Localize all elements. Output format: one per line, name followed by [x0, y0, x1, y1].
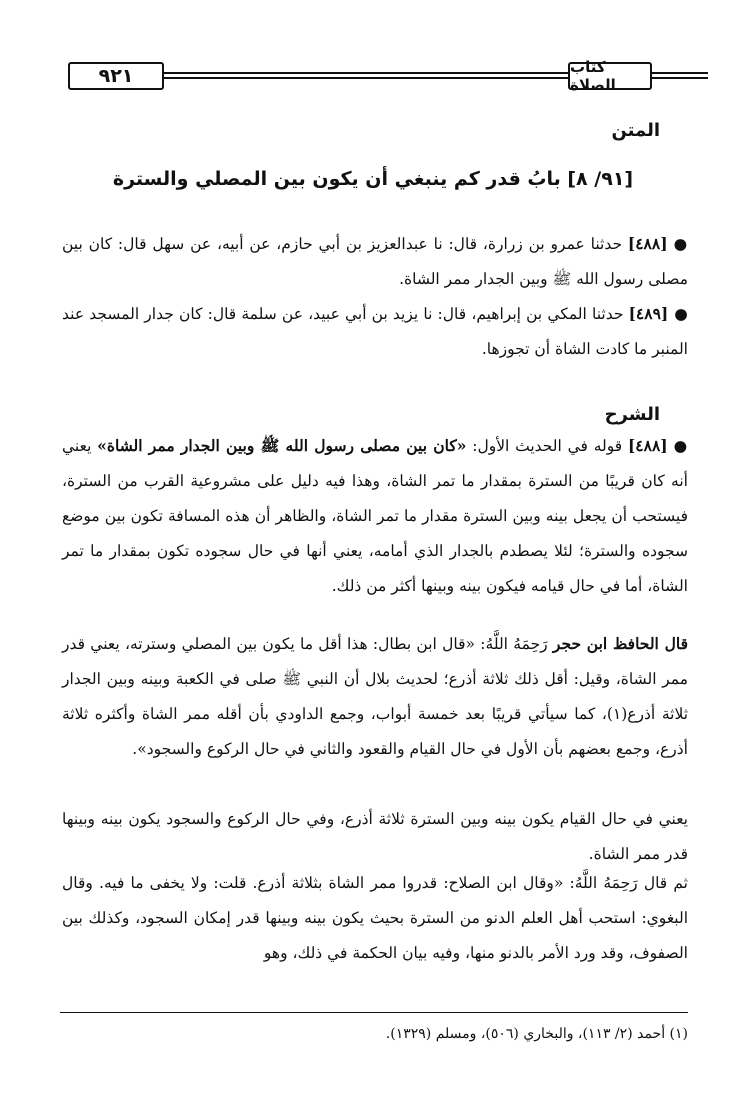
bullet-icon: ● — [673, 235, 688, 253]
hadith-488 — [62, 226, 688, 297]
matn-marker: المتن — [611, 120, 660, 141]
hadith-number: [٤٨٨] — [627, 234, 668, 253]
sharh-text: يعني في حال القيام يكون بينه وبين السترة ثلاثة أذرع، وفي حال الركوع والسجود يكون بينه وبينها قدر ممر الشاة. — [62, 810, 688, 863]
sharh-paragraph-3 — [62, 802, 688, 872]
page-number: ٩٢١ — [68, 62, 164, 90]
hadith-text: حدثنا المكي بن إبراهيم، قال: نا يزيد بن أبي عبيد، عن سلمة قال: كان جدار المسجد عند المنبر ما كادت الشاة أن تجوزها. — [62, 305, 688, 358]
sharh-paragraph-1 — [62, 428, 688, 604]
running-header — [68, 58, 708, 94]
footnote: (١) أحمد (٢/ ١١٣)، والبخاري (٥٠٦)، ومسلم (١٣٢٩). — [385, 1026, 688, 1042]
sharh-paragraph-4 — [62, 866, 688, 971]
sharh-lead: قوله في الحديث الأول: — [472, 437, 623, 455]
footnote-rule — [60, 1012, 688, 1013]
book-title: كتاب الصلاة — [568, 62, 652, 90]
hadith-489 — [62, 296, 688, 367]
sharh-lead: قال الحافظ ابن حجر — [552, 634, 688, 653]
header-rule — [164, 72, 568, 79]
bullet-icon: ● — [674, 305, 688, 323]
hadith-text: حدثنا عمرو بن زرارة، قال: نا عبدالعزيز بن أبي حازم، عن أبيه، عن سهل قال: كان بين مصلى رسول الله ﷺ وبين الجدار ممر الشاة. — [62, 235, 688, 288]
sharh-text: يعني أنه كان قريبًا من السترة بمقدار ما تمر الشاة، وهذا فيه دليل على مشروعية القرب من السترة، فيستحب أن يجعل بينه وبين السترة مقدار ما تمر الشاة، والظاهر أن هذه المسافة تكون بين موضع سجوده والسترة؛ لئلا يصطدم بالجدار الذي أمامه، يعني أنها في حال سجوده تكون بمقدار ما تمر الشاة، أما في حال قيامه فيكون بينه وبينها أكثر من ذلك. — [62, 437, 688, 595]
hadith-number: [٤٨٩] — [628, 304, 669, 323]
sharh-quote: «كان بين مصلى رسول الله ﷺ وبين الجدار ممر الشاة» — [97, 436, 467, 455]
bullet-icon: ● — [673, 437, 688, 455]
sharh-number: [٤٨٨] — [627, 436, 668, 455]
sharh-marker: الشرح — [604, 404, 660, 425]
chapter-title: [٩١/ ٨] بابُ قدر كم ينبغي أن يكون بين المصلي والسترة — [112, 168, 634, 190]
header-rule-right — [652, 72, 708, 79]
sharh-paragraph-2 — [62, 626, 688, 767]
sharh-text: ثم قال رَحِمَهُ اللَّهُ: «وقال ابن الصلاح: قدروا ممر الشاة بثلاثة أذرع. قلت: ولا يخفى ما فيه. وقال البغوي: استحب أهل العلم الدنو من السترة بحيث يكون بينه وبينها قدر إمكان السجود، وكذلك بين الصفوف، وقد ورد الأمر بالدنو منها، وفيه بيان الحكمة في ذلك، وهو — [62, 874, 688, 962]
sharh-text: رَحِمَهُ اللَّهُ: «قال ابن بطال: هذا أقل ما يكون بين المصلي وسترته، يعني قدر ممر الشاة، وقيل: أقل ذلك ثلاثة أذرع؛ لحديث بلال أن النبي ﷺ صلى في الكعبة وبينه وبين الجدار ثلاثة أذرع(١)، كما سيأتي قريبًا بعد خمسة أبواب، وجمع الداودي بأن أقله ممر الشاة وأكثره ثلاثة أذرع، وجمع بعضهم بأن الأول في حال القيام والقعود والثاني في حال الركوع والسجود». — [62, 635, 689, 758]
